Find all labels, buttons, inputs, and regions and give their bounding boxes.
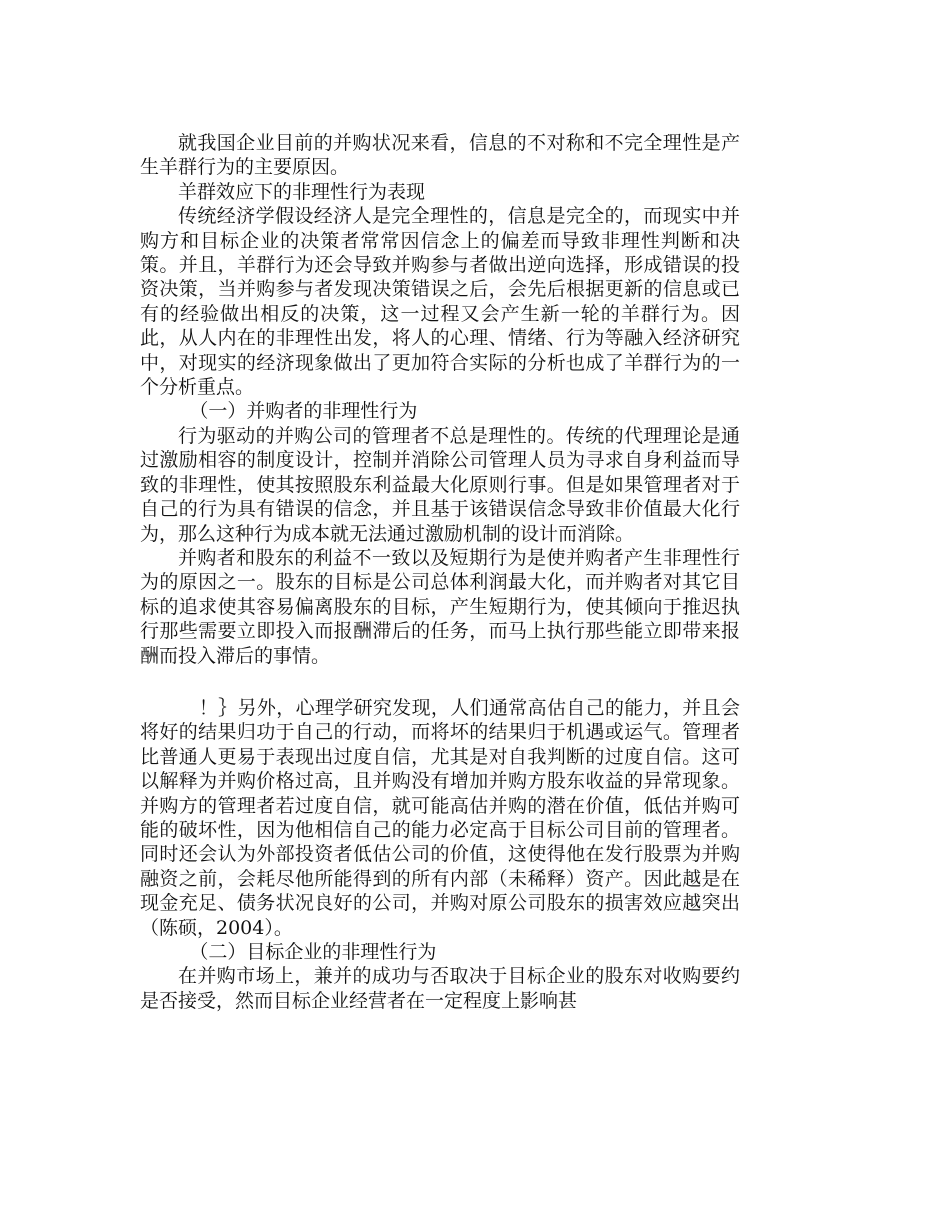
paragraph-takeover-market: 在并购市场上，兼并的成功与否取决于目标企业的股东对收购要约是否接受，然而目标企业经营者在一定程度上影响甚 — [140, 965, 740, 1012]
document-body — [140, 131, 740, 1013]
subheading-target-irrational: （二）目标企业的非理性行为 — [189, 941, 437, 963]
paragraph-traditional-economics: 传统经济学假设经济人是完全理性的，信息是完全的，而现实中并购方和目标企业的决策者常常因信念上的偏差而导致非理性判断和决策。并且，羊群行为还会导致并购参与者做出逆向选择，形成错误的投资决策，当并购参与者发现决策错误之后，会先后根据更新的信息或已有的经验做出相反的决策，这一过程又会产生新一轮的羊群行为。因此，从人内在的非理性出发，将人的心理、情绪、行为等融入经济研究中，对现实的经济现象做出了更加符合实际的分析也成了羊群行为的一个分析重点。 — [140, 205, 740, 399]
paragraph-intro: 就我国企业目前的并购状况来看，信息的不对称和不完全理性是产生羊群行为的主要原因。 — [140, 132, 740, 179]
paragraph-gap — [140, 668, 740, 696]
subheading-acquirer-irrational: （一）并购者的非理性行为 — [189, 400, 418, 423]
paragraph-overconfidence: ！｝另外，心理学研究发现，人们通常高估自己的能力，并且会将好的结果归功于自己的行动，而将坏的结果归于机遇或运气。管理者比普通人更易于表现出过度自信，尤其是对自我判断的过度自信。这可以解释为并购价格过高，且并购没有增加并购方股东收益的异常现象。并购方的管理者若过度自信，就可能高估并购的潜在价值，低估并购可能的破坏性，因为他相信自己的能力必定高于目标公司目前的管理者。同时还会认为外部投资者低估公司的价值，这使得他在发行股票为并购融资之前，会耗尽他所能得到的所有内部（未稀释）资产。因此越是在现金充足、债务状况良好的公司，并购对原公司股东的损害效应越突出（陈硕，2004）。 — [140, 696, 740, 939]
paragraph-shareholder-conflict: 并购者和股东的利益不一致以及短期行为是使并购者产生非理性行为的原因之一。股东的目标是公司总体利润最大化，而并购者对其它目标的追求使其容易偏离股东的目标，产生短期行为，使其倾向于推迟执行那些需要立即投入而报酬滞后的任务，而马上执行那些能立即带来报酬而投入滞后的事情。 — [140, 546, 740, 667]
paragraph-manager-behavior: 行为驱动的并购公司的管理者不总是理性的。传统的代理理论是通过激励相容的制度设计，控制并消除公司管理人员为寻求自身利益而导致的非理性，使其按照股东利益最大化原则行事。但是如果管理者对于自己的行为具有错误的信念，并且基于该错误信念导致非价值最大化行为，那么这种行为成本就无法通过激励机制的设计而消除。 — [140, 424, 740, 545]
section-heading-irrational-behavior: 羊群效应下的非理性行为表现 — [178, 180, 426, 203]
